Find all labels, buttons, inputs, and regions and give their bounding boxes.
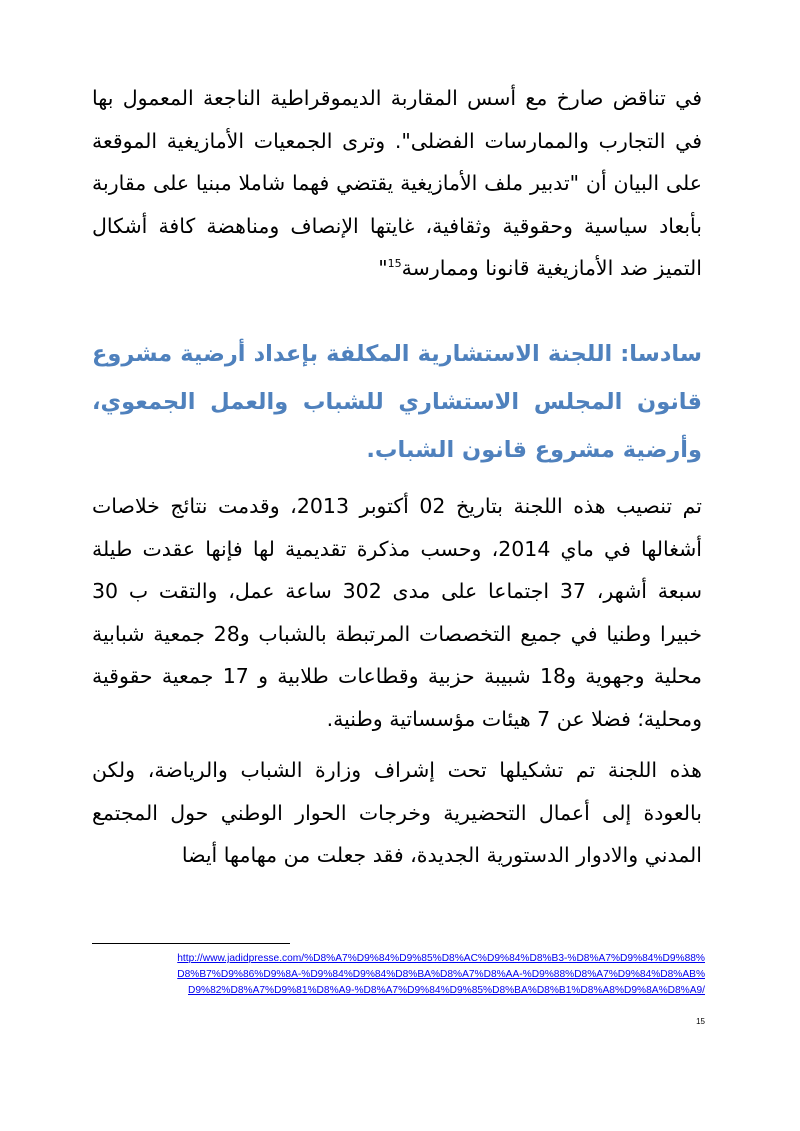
paragraph-1-text: في تناقض صارخ مع أسس المقاربة الديموقراطية الناجعة المعمول بها في التجارب والممارسات الفضلى". وترى الجمعيات الأمازيغية الموقعة على البيان أن "تدبير ملف الأمازيغية يقتضي فهما شاملا مبنيا على مقاربة بأبعاد سياسية وحقوقية وثقافية، غايتها الإنصاف ومناهضة كافة أشكال التميز ضد الأمازيغية قانونا وممارسة: [92, 86, 702, 280]
footnote-number: 15: [696, 1017, 705, 1026]
paragraph-3: هذه اللجنة تم تشكيلها تحت إشراف وزارة الشباب والرياضة، ولكن بالعودة إلى أعمال التحضيرية وخرجات الحوار الوطني حول المجتمع المدني والادوار الدستورية الجديدة، فقد جعلت من مهامها أيضا: [92, 758, 702, 867]
closing-quote: ": [378, 256, 388, 280]
footnote-reference[interactable]: 15: [387, 257, 402, 271]
footnote-separator: [92, 943, 290, 944]
paragraph-1: [92, 77, 702, 290]
section-heading: سادسا: اللجنة الاستشارية المكلفة بإعداد أرضية مشروع قانون المجلس الاستشاري للشباب والعمل الجمعوي، وأرضية مشروع قانون الشباب.: [92, 341, 702, 463]
footnote-link[interactable]: http://www.jadidpresse.com/%D8%A7%D9%84%D9%85%D8%AC%D9%84%D8%B3-%D8%A7%D9%84%D9%88%D8%B7%D9%86%D9%8A-%D9%84%D9%84%D8%BA%D8%A7%D8%AA-%D9%88%D8%A7%D9%84%D8%AB%D9%82%D8%A7%D9%81%D8%A9-%D8%A7%D9%84%D9%85%D8%BA%D8%B1%D8%A8%D9%8A%D8%A9/: [177, 953, 705, 996]
paragraph-2: تم تنصيب هذه اللجنة بتاريخ 02 أكتوبر 2013، وقدمت نتائج خلاصات أشغالها في ماي 2014، وحسب مذكرة تقديمية لها فإنها عقدت طيلة سبعة أشهر، 37 اجتماعا على مدى 302 ساعة عمل، والتقت ب 30 خبيرا وطنيا في جميع التخصصات المرتبطة بالشباب و28 جمعية شبابية محلية وجهوية و18 شبيبة حزبية وقطاعات طلابية و 17 جمعية حقوقية ومحلية؛ فضلا عن 7 هيئات مؤسساتية وطنية.: [92, 494, 703, 731]
